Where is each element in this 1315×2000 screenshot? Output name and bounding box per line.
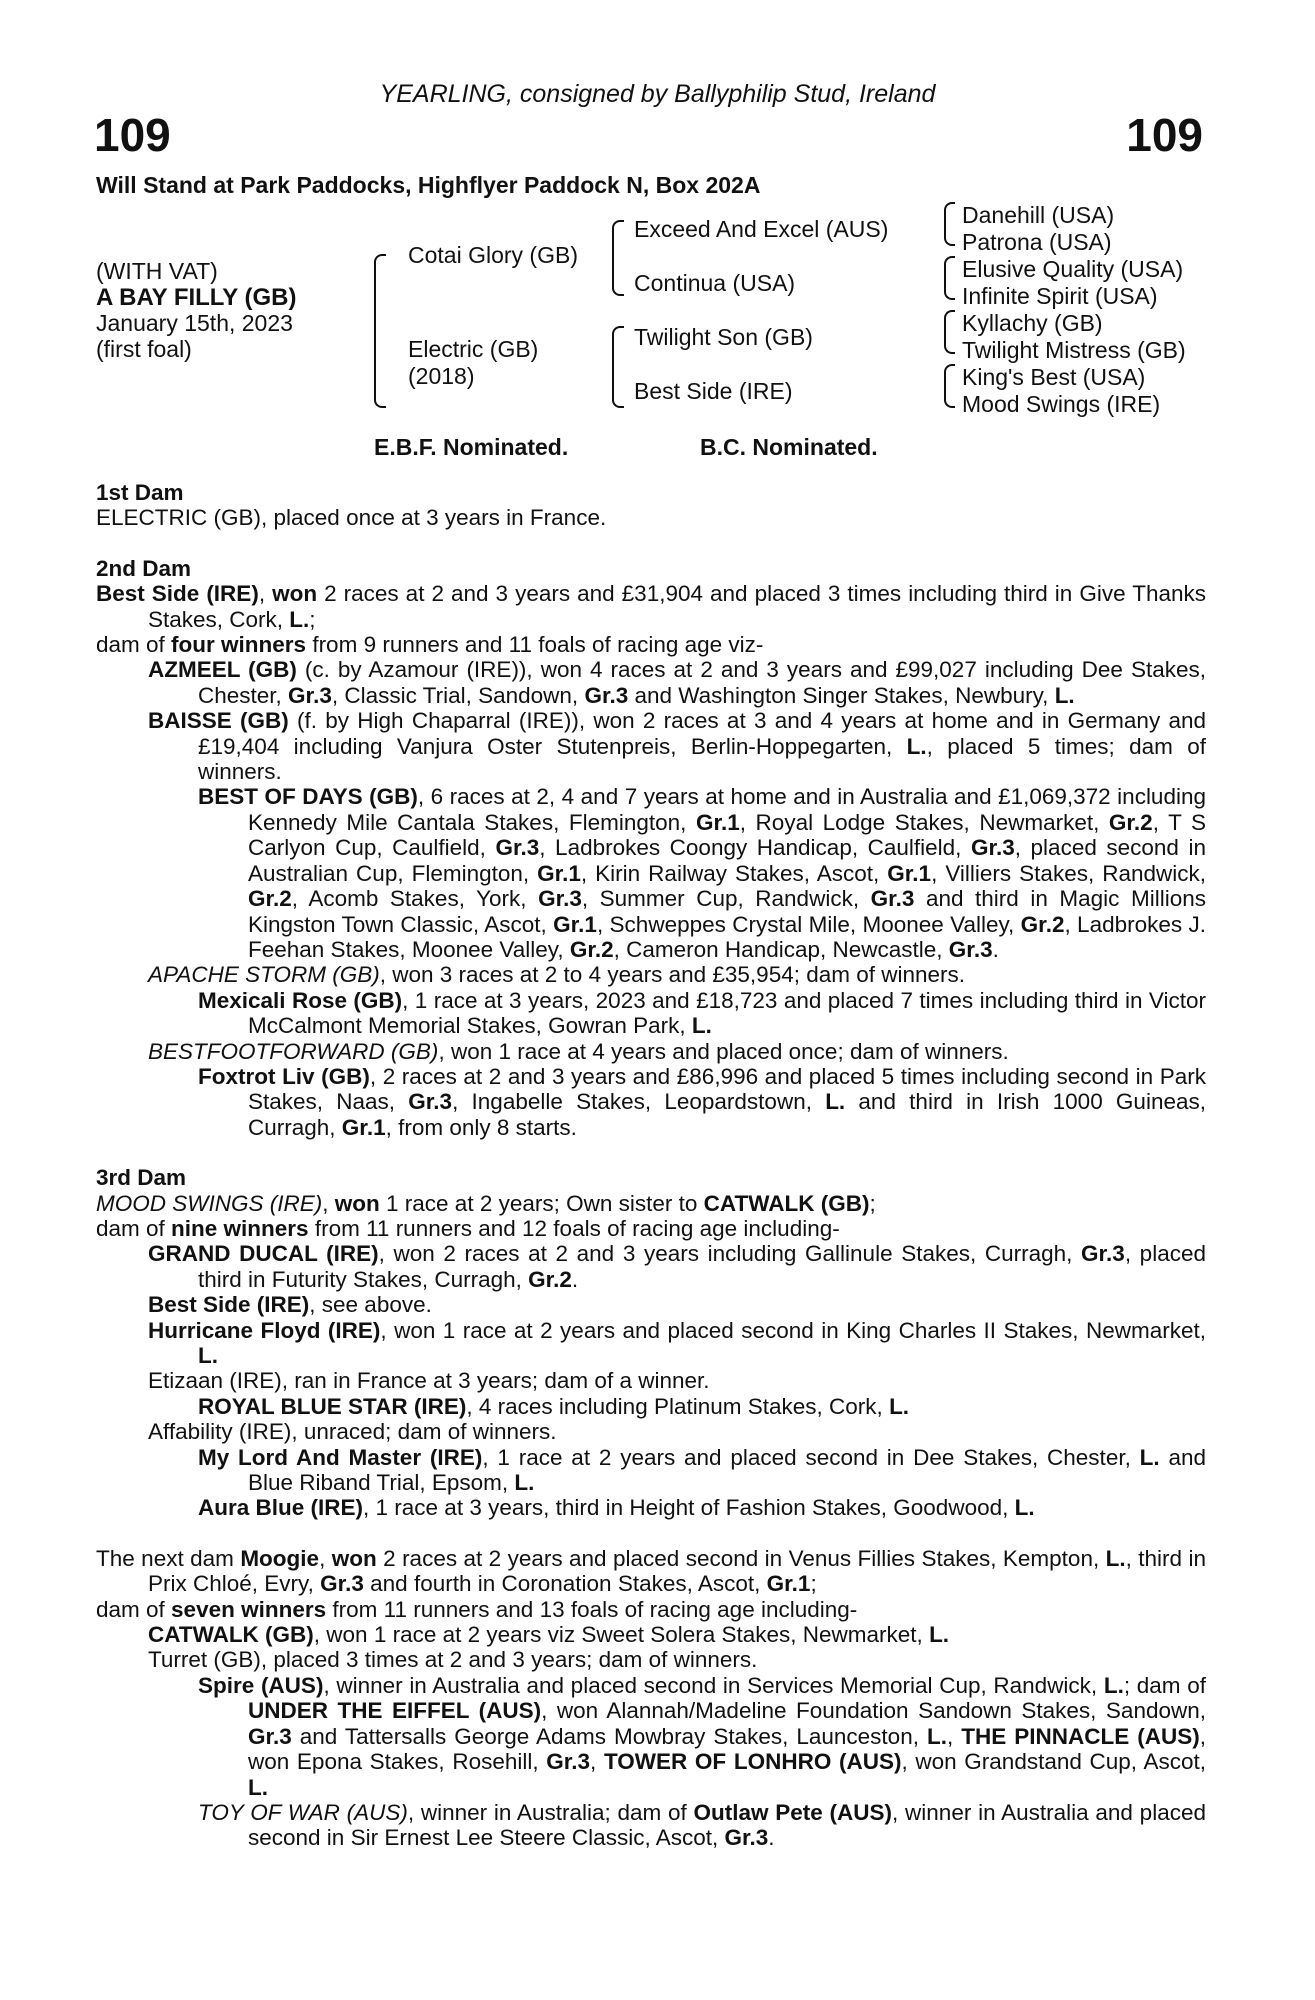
- pedigree-brace-g1: [944, 202, 955, 246]
- consignor-line: YEARLING, consigned by Ballyphilip Stud, Ireland: [379, 80, 936, 108]
- pedigree-g3-1: Danehill (USA): [962, 202, 1115, 228]
- produce-hurricane-floyd: Hurricane Floyd (IRE), won 1 race at 2 years and placed second in King Charles II Stakes, Newmarket, L.: [148, 1317, 1206, 1368]
- produce-spire: Spire (AUS), winner in Australia and placed second in Services Memorial Cup, Randwick, L.; dam of UNDER THE EIFFEL (AUS), won Alannah/Madeline Foundation Sandown Stakes, Sandown, Gr.3 and Tattersalls George Adams Mowbray Stakes, Launceston, L., THE PINNACLE (AUS), won Epona Stakes, Rosehill, Gr.3, TOWER OF LONHRO (AUS), won Grandstand Cup, Ascot, L.: [198, 1672, 1207, 1800]
- pedigree-brace-g4: [944, 364, 955, 408]
- produce-best-of-days: BEST OF DAYS (GB), 6 races at 2, 4 and 7 years at home and in Australia and £1,069,372 including Kennedy Mile Cantala Stakes, Flemington, Gr.1, Royal Lodge Stakes, Newmarket, Gr.2, T S Carlyon Cup, Caulfield, Gr.3, Ladbrokes Coongy Handicap, Caulfield, Gr.3, placed second in Australian Cup, Flemington, Gr.1, Kirin Railway Stakes, Ascot, Gr.1, Villiers Stakes, Randwick, Gr.2, Acomb Stakes, York, Gr.3, Summer Cup, Randwick, Gr.3 and third in Magic Millions Kingston Town Classic, Ascot, Gr.1, Schweppes Crystal Mile, Moonee Valley, Gr.2, Ladbrokes J. Feehan Stakes, Moonee Valley, Gr.2, Cameron Handicap, Newcastle, Gr.3.: [198, 784, 1206, 962]
- produce-azmeel: AZMEEL (GB) (c. by Azamour (IRE)), won 4 races at 2 and 3 years and £99,027 including Dee Stakes, Chester, Gr.3, Classic Trial, Sandown, Gr.3 and Washington Singer Stakes, Newbury, L.: [148, 657, 1206, 708]
- produce-etizaan: Etizaan (IRE), ran in France at 3 years; dam of a winner.: [148, 1368, 710, 1394]
- produce-royal-blue-star: ROYAL BLUE STAR (IRE), 4 races including Platinum Stakes, Cork, L.: [198, 1393, 910, 1419]
- produce-best-side: Best Side (IRE), see above.: [148, 1292, 432, 1318]
- produce-catwalk: CATWALK (GB), won 1 race at 2 years viz Sweet Solera Stakes, Newmarket, L.: [148, 1622, 950, 1648]
- lot-number-left: 109: [94, 109, 171, 161]
- produce-aura-blue: Aura Blue (IRE), 1 race at 3 years, third in Height of Fashion Stakes, Goodwood, L.: [198, 1495, 1035, 1521]
- third-dam-heading: 3rd Dam: [96, 1165, 187, 1191]
- produce-apache-storm: APACHE STORM (GB), won 3 races at 2 to 4 years and £35,954; dam of winners.: [148, 962, 966, 988]
- pedigree-brace-dam: [612, 326, 624, 408]
- pedigree-dam-sire: Twilight Son (GB): [634, 324, 813, 350]
- pedigree-dam-dam: Best Side (IRE): [634, 378, 793, 404]
- bc-nominated: B.C. Nominated.: [700, 434, 878, 460]
- horse-name: A BAY FILLY (GB): [96, 284, 297, 311]
- lot-number-right: 109: [1126, 109, 1203, 161]
- pedigree-g3-6: Twilight Mistress (GB): [962, 337, 1186, 363]
- third-dam-line: MOOD SWINGS (IRE), won 1 race at 2 years; Own sister to CATWALK (GB);: [96, 1190, 876, 1216]
- produce-toy-of-war: TOY OF WAR (AUS), winner in Australia; dam of Outlaw Pete (AUS), winner in Australia and placed second in Sir Ernest Lee Steere Classic, Ascot, Gr.3.: [198, 1799, 1206, 1851]
- pedigree-g3-7: King's Best (USA): [962, 364, 1146, 390]
- produce-baisse: BAISSE (GB) (f. by High Chaparral (IRE)), won 2 races at 3 and 4 years at home and in Germany and £19,404 including Vanjura Oster Stutenpreis, Berlin-Hoppegarten, L., placed 5 times; dam of winners.: [148, 708, 1206, 785]
- second-dam-produce-summary: dam of four winners from 9 runners and 11 foals of racing age viz-: [96, 632, 764, 658]
- produce-foxtrot-liv: Foxtrot Liv (GB), 2 races at 2 and 3 years and £86,996 and placed 5 times including second in Park Stakes, Naas, Gr.3, Ingabelle Stakes, Leopardstown, L. and third in Irish 1000 Guineas, Curragh, Gr.1, from only 8 starts.: [198, 1063, 1206, 1140]
- pedigree-dam-year: (2018): [408, 363, 475, 389]
- next-dam-line: The next dam Moogie, won 2 races at 2 years and placed second in Venus Fillies Stakes, Kempton, L., third in Prix Chloé, Evry, Gr.3 and fourth in Coronation Stakes, Ascot, Gr.1;: [96, 1545, 1206, 1597]
- produce-record: [96, 480, 1206, 1851]
- produce-turret: Turret (GB), placed 3 times at 2 and 3 years; dam of winners.: [148, 1647, 758, 1673]
- vat-note: (WITH VAT): [96, 258, 218, 284]
- pedigree-g3-8: Mood Swings (IRE): [962, 391, 1161, 417]
- produce-bestfootforward: BESTFOOTFORWARD (GB), won 1 race at 4 years and placed once; dam of winners.: [148, 1038, 1009, 1064]
- first-dam-text: ELECTRIC (GB), placed once at 3 years in France.: [96, 505, 607, 531]
- ebf-nominated: E.B.F. Nominated.: [374, 434, 569, 460]
- next-dam-produce-summary: dam of seven winners from 11 runners and 13 foals of racing age including-: [96, 1596, 858, 1622]
- produce-affability: Affability (IRE), unraced; dam of winners.: [148, 1419, 557, 1445]
- pedigree-sire-dam: Continua (USA): [634, 270, 796, 296]
- second-dam-line: Best Side (IRE), won 2 races at 2 and 3 years and £31,904 and placed 3 times including third in Give Thanks Stakes, Cork, L.;: [96, 581, 1206, 632]
- produce-my-lord-and-master: My Lord And Master (IRE), 1 race at 2 years and placed second in Dee Stakes, Chester, L. and Blue Riband Trial, Epsom, L.: [198, 1444, 1206, 1496]
- pedigree-sire: Cotai Glory (GB): [408, 242, 578, 268]
- first-dam-heading: 1st Dam: [96, 480, 184, 505]
- second-dam-heading: 2nd Dam: [96, 555, 192, 581]
- pedigree-g3-4: Infinite Spirit (USA): [962, 283, 1158, 309]
- horse-dob: January 15th, 2023: [96, 310, 293, 336]
- pedigree-brace-sire: [612, 220, 624, 296]
- produce-grand-ducal: GRAND DUCAL (IRE), won 2 races at 2 and 3 years including Gallinule Stakes, Curragh, Gr.3, placed third in Futurity Stakes, Curragh, Gr.2.: [148, 1241, 1206, 1292]
- horse-foal-note: (first foal): [96, 336, 192, 362]
- stand-location: Will Stand at Park Paddocks, Highflyer Paddock N, Box 202A: [96, 172, 761, 198]
- produce-mexicali-rose: Mexicali Rose (GB), 1 race at 3 years, 2023 and £18,723 and placed 7 times including third in Victor McCalmont Memorial Stakes, Gowran Park, L.: [198, 987, 1206, 1039]
- pedigree-g3-2: Patrona (USA): [962, 229, 1112, 255]
- pedigree-dam: Electric (GB): [408, 336, 539, 362]
- pedigree-sire-sire: Exceed And Excel (AUS): [634, 216, 889, 242]
- third-dam-produce-summary: dam of nine winners from 11 runners and 12 foals of racing age including-: [96, 1215, 840, 1241]
- pedigree-brace-g2: [944, 256, 955, 300]
- pedigree-brace-main: [374, 254, 386, 408]
- pedigree-g3-5: Kyllachy (GB): [962, 310, 1103, 336]
- pedigree-g3-3: Elusive Quality (USA): [962, 256, 1184, 282]
- pedigree-brace-g3: [944, 310, 955, 354]
